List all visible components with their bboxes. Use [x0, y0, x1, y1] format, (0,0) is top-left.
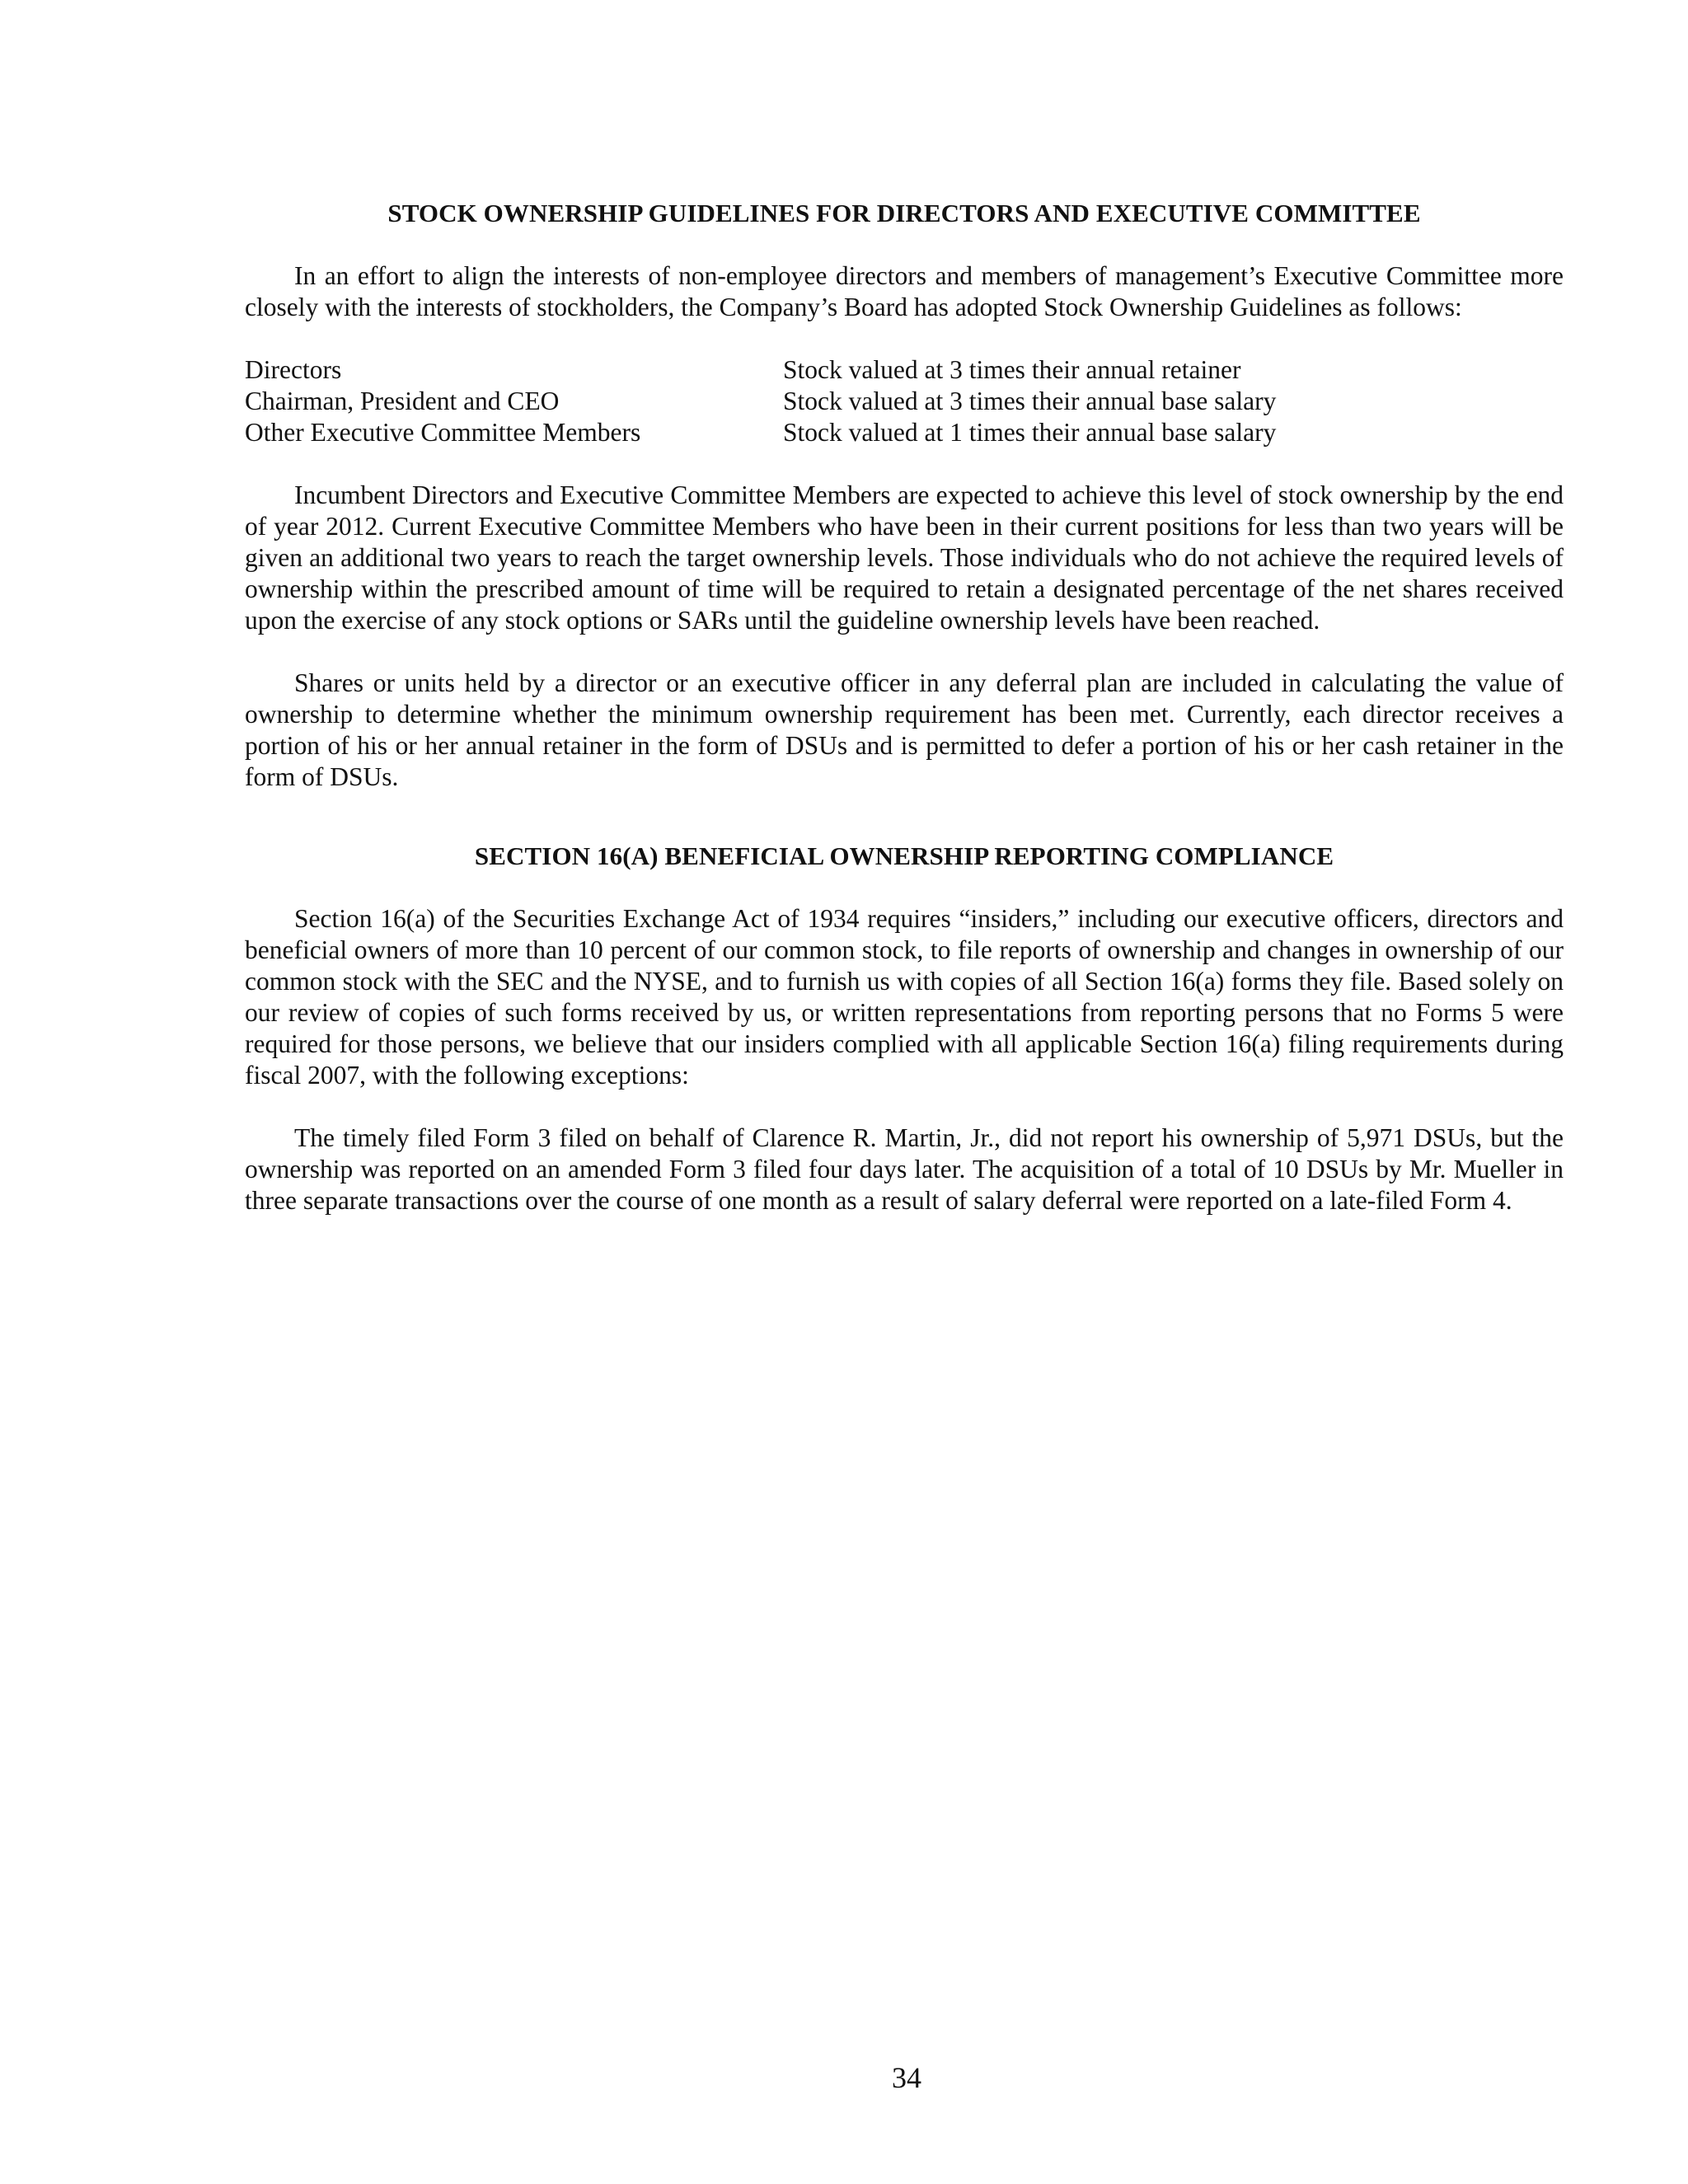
- page-number: 34: [892, 2061, 921, 2094]
- section-16a-paragraph-1: Section 16(a) of the Securities Exchange Act of 1934 requires “insiders,” including our executive officers, directors and beneficial owners of more than 10 percent of our common stock, to file reports of ownership and changes in ownership of our common stock with the SEC and the NYSE, and to furnish us with copies of all Section 16(a) forms they file. Based solely on our review of copies of such forms received by us, or written representations from reporting persons that no Forms 5 were required for those persons, we believe that our insiders complied with all applicable Section 16(a) filing requirements during fiscal 2007, with the following exceptions:: [245, 904, 1564, 1090]
- guideline-role: Directors: [245, 355, 342, 384]
- spacer: [245, 1091, 1564, 1122]
- stock-ownership-paragraph-2: Incumbent Directors and Executive Committee Members are expected to achieve this level of stock ownership by the end of year 2012. Current Executive Committee Members who have been in their current positions for less than two years will be given an additional two years to reach the target ownership levels. Those individuals who do not achieve the required levels of ownership within the prescribed amount of time will be required to retain a designated percentage of the net shares received upon the exercise of any stock options or SARs until the guideline ownership levels have been reached.: [245, 480, 1564, 635]
- guideline-requirement: Stock valued at 3 times their annual retainer: [783, 355, 1241, 384]
- stock-ownership-intro: In an effort to align the interests of non-employee directors and members of management’s Executive Committee more closely with the interests of stockholders, the Company’s Board has adopted Stock Ownership Guidelines as follows:: [245, 261, 1564, 321]
- guideline-role: Other Executive Committee Members: [245, 418, 641, 447]
- spacer: [245, 448, 1564, 480]
- spacer: [245, 872, 1564, 903]
- ownership-guidelines-table: [245, 354, 1564, 448]
- guideline-requirement: Stock valued at 1 times their annual base salary: [783, 418, 1277, 447]
- guideline-role: Chairman, President and CEO: [245, 387, 560, 415]
- stock-ownership-paragraph-3: Shares or units held by a director or an executive officer in any deferral plan are included in calculating the value of ownership to determine whether the minimum ownership requirement has been met. Currently, each director receives a portion of his or her annual retainer in the form of DSUs and is permitted to defer a portion of his or her cash retainer in the form of DSUs.: [245, 668, 1564, 791]
- spacer: [245, 323, 1564, 354]
- spacer: [245, 229, 1564, 260]
- spacer: [245, 793, 1564, 841]
- guideline-row: [245, 417, 1564, 448]
- section-16a-paragraph-2: The timely filed Form 3 filed on behalf of Clarence R. Martin, Jr., did not report his ownership of 5,971 DSUs, but the ownership was reported on an amended Form 3 filed four days later. The acquisition of a total of 10 DSUs by Mr. Mueller in three separate transactions over the course of one month as a result of salary deferral were reported on a late-filed Form 4.: [245, 1123, 1564, 1215]
- page-content: [245, 198, 1564, 1216]
- guideline-requirement: Stock valued at 3 times their annual base salary: [783, 387, 1277, 415]
- guideline-row: [245, 386, 1564, 417]
- stock-ownership-heading: STOCK OWNERSHIP GUIDELINES FOR DIRECTORS AND EXECUTIVE COMMITTEE: [387, 199, 1421, 227]
- section-16a-heading: SECTION 16(A) BENEFICIAL OWNERSHIP REPORTING COMPLIANCE: [474, 841, 1334, 870]
- spacer: [245, 636, 1564, 668]
- guideline-row: [245, 354, 1564, 386]
